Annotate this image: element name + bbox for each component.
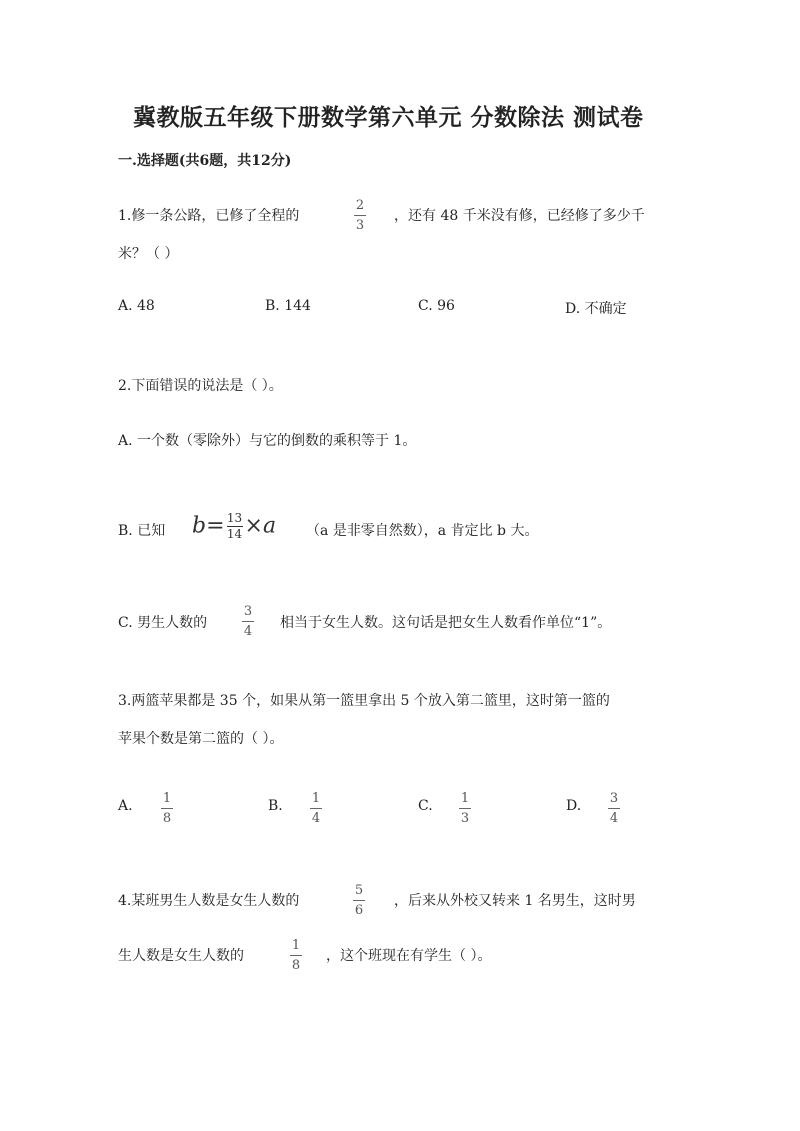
q2-option-b-suffix: （a 是非零自然数），a 肯定比 b 大。: [306, 523, 539, 539]
q1-option-d[interactable]: D. 不确定: [565, 301, 627, 317]
numerator: 3: [609, 791, 619, 806]
numerator: 13: [226, 511, 243, 525]
numerator: 1: [460, 791, 470, 806]
q1-option-a[interactable]: A. 48: [118, 298, 155, 314]
q3-text-b: 苹果个数是第二篮的（ ）。: [118, 731, 284, 747]
fraction-bar: [354, 215, 366, 216]
numerator: 5: [354, 883, 364, 898]
denominator: 3: [460, 811, 470, 826]
fraction-bar: [161, 808, 173, 809]
q3-option-a-fraction[interactable]: [161, 791, 173, 826]
fraction-bar: [459, 808, 471, 809]
denominator: 8: [162, 811, 172, 826]
q1-option-c[interactable]: C. 96: [418, 298, 455, 314]
times-sign: ×: [244, 513, 263, 539]
fraction-bar: [290, 955, 302, 956]
q2-option-b-formula: [192, 512, 276, 541]
q4-text-b: ，后来从外校又转来 1 名男生，这时男: [394, 893, 636, 909]
q3-option-b-fraction[interactable]: [310, 791, 322, 826]
page-title: 冀教版五年级下册数学第六单元 分数除法 测试卷: [133, 104, 644, 131]
q1-text-a: 1.修一条公路，已修了全程的: [118, 208, 300, 224]
q4-fraction-1: [353, 883, 365, 918]
q4-text-c: 生人数是女生人数的: [118, 948, 244, 964]
q1-text-b: ，还有 48 千米没有修，已经修了多少千: [394, 208, 645, 224]
q1-fraction: [354, 198, 366, 233]
q3-option-b-label[interactable]: B.: [268, 798, 283, 814]
fraction-bar: [310, 808, 322, 809]
fraction-bar: [608, 808, 620, 809]
q4-text-a: 4.某班男生人数是女生人数的: [118, 893, 300, 909]
q3-text-a: 3.两篮苹果都是 35 个，如果从第一篮里拿出 5 个放入第二篮里，这时第一篮的: [118, 693, 610, 709]
section-heading: 一.选择题(共6题，共12分): [118, 153, 292, 169]
q2-option-b-prefix[interactable]: B. 已知: [118, 523, 166, 539]
math-var-a: a: [262, 513, 277, 539]
fraction-bar: [353, 900, 365, 901]
denominator: 14: [226, 527, 243, 541]
numerator: 1: [162, 791, 172, 806]
numerator: 2: [355, 198, 365, 213]
denominator: 4: [609, 811, 619, 826]
q2-option-c-prefix[interactable]: C. 男生人数的: [118, 615, 208, 631]
q3-option-d-label[interactable]: D.: [566, 798, 582, 814]
q3-option-c-label[interactable]: C.: [418, 798, 433, 814]
q2-option-c-suffix: 相当于女生人数。这句话是把女生人数看作单位“1”。: [280, 615, 612, 631]
q1-text-c: 米？（ ）: [118, 246, 179, 262]
q3-option-a-label[interactable]: A.: [118, 798, 133, 814]
q3-option-c-fraction[interactable]: [459, 791, 471, 826]
q2-option-c-fraction: [242, 604, 254, 639]
q4-text-d: ，这个班现在有学生（ ）。: [326, 948, 492, 964]
denominator: 6: [354, 903, 364, 918]
q2-option-a[interactable]: A. 一个数（零除外）与它的倒数的乘积等于 1。: [118, 433, 417, 449]
q2-text: 2.下面错误的说法是（ ）。: [118, 378, 283, 394]
numerator: 1: [311, 791, 321, 806]
numerator: 1: [291, 938, 301, 953]
equals-sign: =: [206, 513, 225, 539]
q4-fraction-2: [290, 938, 302, 973]
denominator: 8: [291, 958, 301, 973]
fraction-bar: [242, 621, 254, 622]
math-fraction: [227, 512, 243, 541]
denominator: 4: [311, 811, 321, 826]
math-var-b: b: [192, 513, 207, 539]
denominator: 4: [243, 624, 253, 639]
q3-option-d-fraction[interactable]: [608, 791, 620, 826]
denominator: 3: [355, 218, 365, 233]
q1-option-b[interactable]: B. 144: [265, 298, 311, 314]
numerator: 3: [243, 604, 253, 619]
